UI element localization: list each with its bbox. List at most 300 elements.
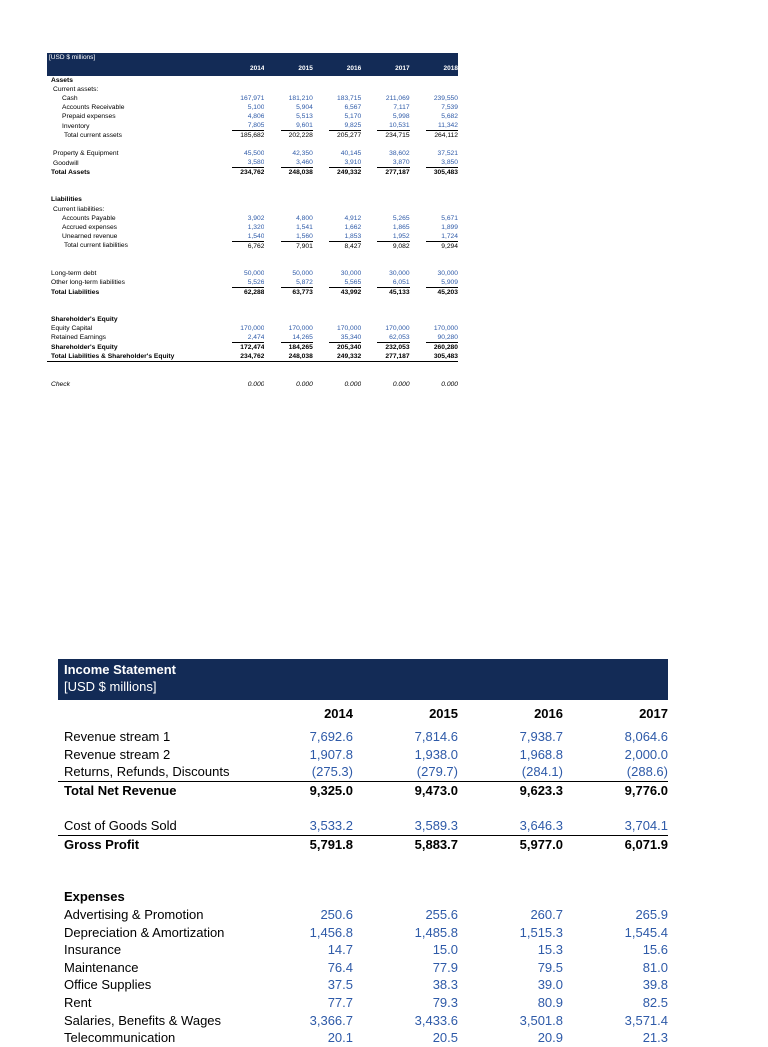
spacer [264,232,280,242]
section-row [58,888,668,906]
spacer [361,324,377,333]
spacer [410,131,426,141]
row-label: Revenue stream 1 [64,729,171,744]
value-cell: 264,112 [426,131,458,141]
value-cell: 211,069 [385,95,410,103]
row-label: Salaries, Benefits & Wages [64,1012,222,1028]
value-cell: 14.7 [327,942,353,958]
row-label: Total Liabilities [51,288,100,296]
spacer-row [47,306,458,315]
value-cell: 3,433.6 [414,1012,458,1028]
spacer [313,158,329,168]
spacer [313,269,329,278]
year-header: 2014 [232,62,264,76]
year-header: 2015 [281,62,313,76]
spacer [264,287,280,297]
spacer [264,343,280,353]
spacer [410,343,426,353]
value-cell: 8,427 [329,241,361,251]
spacer [410,333,426,343]
row-label: Accounts Receivable [62,104,125,112]
income-row [58,994,668,1012]
spacer [313,121,329,131]
value-cell: 5,265 [392,214,410,222]
spacer [361,269,377,278]
value-cell: 234,762 [232,352,264,362]
value-cell: 7,901 [281,241,313,251]
balance-row [47,158,458,168]
balance-sheet-table [47,62,458,389]
value-cell: 1,938.0 [414,746,458,762]
value-cell: 82.5 [642,994,668,1010]
spacer [58,871,668,889]
value-cell: 79.5 [537,959,563,975]
value-cell: 4,912 [344,214,362,222]
value-cell: 181,210 [288,95,313,103]
value-cell: 2,000.0 [624,746,668,762]
spacer [313,352,329,362]
value-cell: 234,715 [377,131,409,141]
income-row [58,924,668,942]
income-row [58,941,668,959]
spacer [313,214,329,223]
spacer [47,297,458,306]
spacer-row [58,799,668,817]
value-cell: 7,814.6 [414,729,458,744]
spacer [361,241,377,251]
spacer [47,251,458,260]
value-cell: 0.000 [296,381,313,389]
row-label: Maintenance [64,959,139,975]
spacer [361,380,377,389]
value-cell: (275.3) [311,764,353,780]
balance-row [47,214,458,223]
value-cell: 265.9 [635,906,668,922]
balance-row [47,333,458,343]
value-cell: 184,265 [281,343,313,353]
section-label: Expenses [64,889,125,905]
value-cell: 5,100 [247,104,265,112]
value-cell: 35,340 [340,334,362,341]
spacer-row [47,260,458,269]
income-statement-table [58,700,668,1047]
spacer [410,112,426,121]
spacer [361,103,377,112]
value-cell: 77.9 [432,959,458,975]
value-cell: 20.5 [432,1030,458,1046]
year-header-row [47,62,458,76]
value-cell: 3,460 [296,159,313,167]
value-cell: 9,825 [344,122,362,130]
spacer [361,112,377,121]
value-cell: 3,910 [344,159,362,167]
section-row [47,76,458,85]
year-header: 2014 [324,706,353,721]
value-cell: 170,000 [288,324,313,332]
income-row [58,1012,668,1030]
spacer [205,112,232,121]
row-label: Gross Profit [58,835,248,853]
value-cell: 8,064.6 [624,729,668,744]
value-cell: 30,000 [340,269,362,277]
year-header: 2017 [377,62,409,76]
spacer [205,158,232,168]
value-cell: 10,531 [389,122,410,130]
value-cell: 3,571.4 [624,1012,668,1028]
year-header: 2018 [426,62,458,76]
spacer [264,214,280,223]
spacer [264,103,280,112]
row-label: Goodwill [53,159,79,167]
income-row [58,835,668,853]
value-cell: 6,762 [232,241,264,251]
value-cell: 0.000 [392,381,410,389]
row-label: Prepaid expenses [62,113,116,121]
spacer [205,241,232,251]
value-cell: 232,053 [377,343,409,353]
spacer [264,269,280,278]
row-label: Rent [64,994,92,1010]
spacer [361,149,377,158]
value-cell: 30,000 [437,269,458,277]
row-label: Unearned revenue [62,232,118,240]
spacer [47,140,458,149]
value-cell: 5,565 [344,278,362,286]
spacer [313,232,329,242]
value-cell: 15.3 [537,942,563,958]
value-cell: 7,805 [247,122,265,130]
spacer [47,177,458,186]
value-cell: 3,902 [247,214,265,222]
balance-row [47,149,458,158]
spacer [313,343,329,353]
spacer [361,352,377,362]
value-cell: 260.7 [530,906,563,922]
spacer [361,343,377,353]
value-cell: 183,715 [337,95,362,103]
row-label: Revenue stream 2 [64,746,171,762]
spacer [264,241,280,251]
spacer-row [47,140,458,149]
value-cell: 9,623.3 [458,781,563,799]
value-cell: 3,501.8 [519,1012,563,1028]
value-cell: 30,000 [389,269,410,277]
spacer [361,232,377,242]
spacer [264,121,280,131]
value-cell: 3,533.2 [309,817,353,833]
spacer [205,287,232,297]
section-row [47,315,458,324]
spacer [205,269,232,278]
income-row [58,906,668,924]
value-cell: 305,483 [426,352,458,362]
spacer [410,380,426,389]
value-cell: 15.6 [642,942,668,958]
value-cell: 50,000 [292,269,313,277]
section-label: Liabilities [51,196,82,204]
value-cell: 76.4 [327,959,353,975]
spacer [313,112,329,121]
spacer [313,287,329,297]
value-cell: 260,280 [426,343,458,353]
spacer [361,168,377,178]
value-cell: 3,870 [392,159,410,167]
income-statement [58,659,668,1047]
balance-row [47,223,458,232]
spacer [410,352,426,362]
value-cell: 5,671 [441,214,458,222]
spacer [47,62,205,76]
value-cell: 3,580 [247,159,265,167]
year-header: 2016 [534,706,563,721]
balance-row [47,241,458,251]
spacer [313,380,329,389]
value-cell: (288.6) [626,764,668,780]
value-cell: 5,682 [441,113,458,121]
spacer [58,799,668,817]
value-cell: 5,872 [296,278,313,286]
balance-row [47,269,458,278]
value-cell: 5,526 [247,278,265,286]
spacer [205,223,232,232]
value-cell: 80.9 [537,994,563,1010]
value-cell: 20.9 [537,1030,563,1046]
value-cell: 249,332 [329,168,361,178]
value-cell: 20.1 [327,1030,353,1046]
row-label: Total current assets [64,132,122,140]
spacer [264,168,280,178]
spacer [264,223,280,232]
value-cell: 1,899 [441,223,458,231]
value-cell: 5,909 [441,278,458,286]
value-cell: 1,545.4 [624,924,668,940]
row-label: Retained Earnings [51,334,107,342]
row-label: Depreciation & Amortization [64,924,225,940]
value-cell: (279.7) [416,764,458,780]
value-cell: 3,850 [441,159,458,167]
spacer [410,149,426,158]
row-label: Total Liabilities & Shareholder's Equity [47,352,205,362]
spacer [313,241,329,251]
row-label: Total current liabilities [64,242,128,250]
spacer-row [47,362,458,372]
value-cell: 2,474 [247,334,265,341]
spacer [410,223,426,232]
spacer [205,352,232,362]
value-cell: 277,187 [377,168,409,178]
value-cell: 14,265 [292,334,313,341]
value-cell: 4,806 [247,113,265,121]
year-header: 2017 [639,706,668,721]
spacer [361,278,377,288]
value-cell: 39.0 [537,977,563,993]
value-cell: 5,977.0 [458,835,563,853]
value-cell: 62,288 [232,287,264,297]
value-cell: 250.6 [320,906,353,922]
balance-row [47,94,458,103]
balance-row [47,287,458,297]
value-cell: 0.000 [344,381,362,389]
value-cell: 9,082 [377,241,409,251]
year-header-row [58,700,668,728]
value-cell: 255.6 [425,906,458,922]
balance-row [47,131,458,141]
value-cell: 6,567 [344,104,362,112]
balance-sheet [47,53,458,389]
value-cell: 5,170 [344,113,362,121]
spacer [264,149,280,158]
value-cell: 79.3 [432,994,458,1010]
spacer [264,352,280,362]
spacer [410,94,426,103]
value-cell: 5,998 [392,113,410,121]
section-label: Current liabilities: [53,205,105,213]
spacer [58,853,668,871]
spacer [47,260,458,269]
row-label: Total Assets [51,169,91,177]
spacer [47,362,458,372]
value-cell: 1,724 [441,232,458,240]
spacer [410,214,426,223]
value-cell: 77.7 [327,994,353,1010]
value-cell: 6,071.9 [563,835,668,853]
spacer [361,223,377,232]
spacer [264,94,280,103]
value-cell: 248,038 [281,352,313,362]
value-cell: 3,646.3 [519,817,563,833]
value-cell: 9,601 [296,122,313,130]
row-label: Returns, Refunds, Discounts [64,764,230,780]
spacer [313,333,329,343]
value-cell: 1,560 [296,232,313,240]
row-label: Inventory [62,122,90,130]
spacer [410,269,426,278]
spacer [205,214,232,223]
value-cell: 63,773 [281,287,313,297]
balance-row [47,352,458,362]
spacer [361,158,377,168]
spacer [47,306,458,315]
value-cell: 249,332 [329,352,361,362]
value-cell: 37,521 [437,150,458,158]
year-header: 2015 [429,706,458,721]
spacer [410,324,426,333]
spacer [264,131,280,141]
income-row [58,728,668,746]
value-cell: 9,325.0 [248,781,353,799]
spacer [361,333,377,343]
value-cell: 45,203 [426,287,458,297]
spacer-row [47,251,458,260]
value-cell: 90,280 [437,334,458,341]
income-row [58,976,668,994]
value-cell: 38,602 [389,150,410,158]
value-cell: 37.5 [327,977,353,993]
spacer [361,214,377,223]
value-cell: 38.3 [432,977,458,993]
year-header: 2016 [329,62,361,76]
balance-row [47,112,458,121]
spacer [205,324,232,333]
balance-row [47,380,458,389]
section-row [47,85,458,94]
value-cell: 167,971 [240,95,265,103]
spacer [361,94,377,103]
row-label: Advertising & Promotion [64,906,204,922]
value-cell: 1,662 [344,223,362,231]
spacer [313,223,329,232]
value-cell: 5,513 [296,113,313,121]
spacer [205,380,232,389]
spacer-row [47,371,458,380]
value-cell: 205,340 [329,343,361,353]
row-label: Property & Equipment [53,150,119,158]
value-cell: 45,133 [377,287,409,297]
row-label: Cost of Goods Sold [64,817,177,833]
value-cell: 248,038 [281,168,313,178]
row-label: Insurance [64,942,122,958]
income-row [58,1029,668,1047]
value-cell: 7,938.7 [519,729,563,744]
value-cell: 1,853 [344,232,362,240]
row-label: Shareholder's Equity [51,343,118,351]
balance-row [47,121,458,131]
spacer [313,278,329,288]
value-cell: 7,539 [441,104,458,112]
spacer [205,62,232,76]
spacer [313,149,329,158]
spacer [264,62,280,76]
balance-row [47,103,458,112]
value-cell: 9,294 [426,241,458,251]
balance-row [47,324,458,333]
value-cell: 185,682 [232,131,264,141]
spacer [205,168,232,178]
spacer [313,324,329,333]
value-cell: 1,865 [392,223,410,231]
value-cell: 1,540 [247,232,265,240]
spacer [205,232,232,242]
spacer [205,333,232,343]
row-label: Accounts Payable [62,214,116,222]
value-cell: 1,485.8 [414,924,458,940]
spacer [47,186,458,195]
value-cell: 1,541 [296,223,313,231]
value-cell: 277,187 [377,352,409,362]
spacer [264,324,280,333]
spacer [205,149,232,158]
value-cell: 170,000 [433,324,458,332]
income-row [58,746,668,764]
value-cell: 202,228 [281,131,313,141]
value-cell: 40,145 [340,150,362,158]
spacer [313,168,329,178]
spacer-row [47,297,458,306]
value-cell: 3,366.7 [309,1012,353,1028]
spacer [313,131,329,141]
value-cell: 15.0 [432,942,458,958]
row-label: Office Supplies [64,977,152,993]
value-cell: 45,500 [243,150,265,158]
value-cell: 7,692.6 [309,729,353,744]
value-cell: 5,904 [296,104,313,112]
row-label: Equity Capital [51,324,93,332]
value-cell: 1,456.8 [309,924,353,940]
value-cell: 1,907.8 [309,746,353,762]
value-cell: 0.000 [441,381,458,389]
section-label: Shareholder's Equity [51,315,118,323]
value-cell: 205,277 [329,131,361,141]
